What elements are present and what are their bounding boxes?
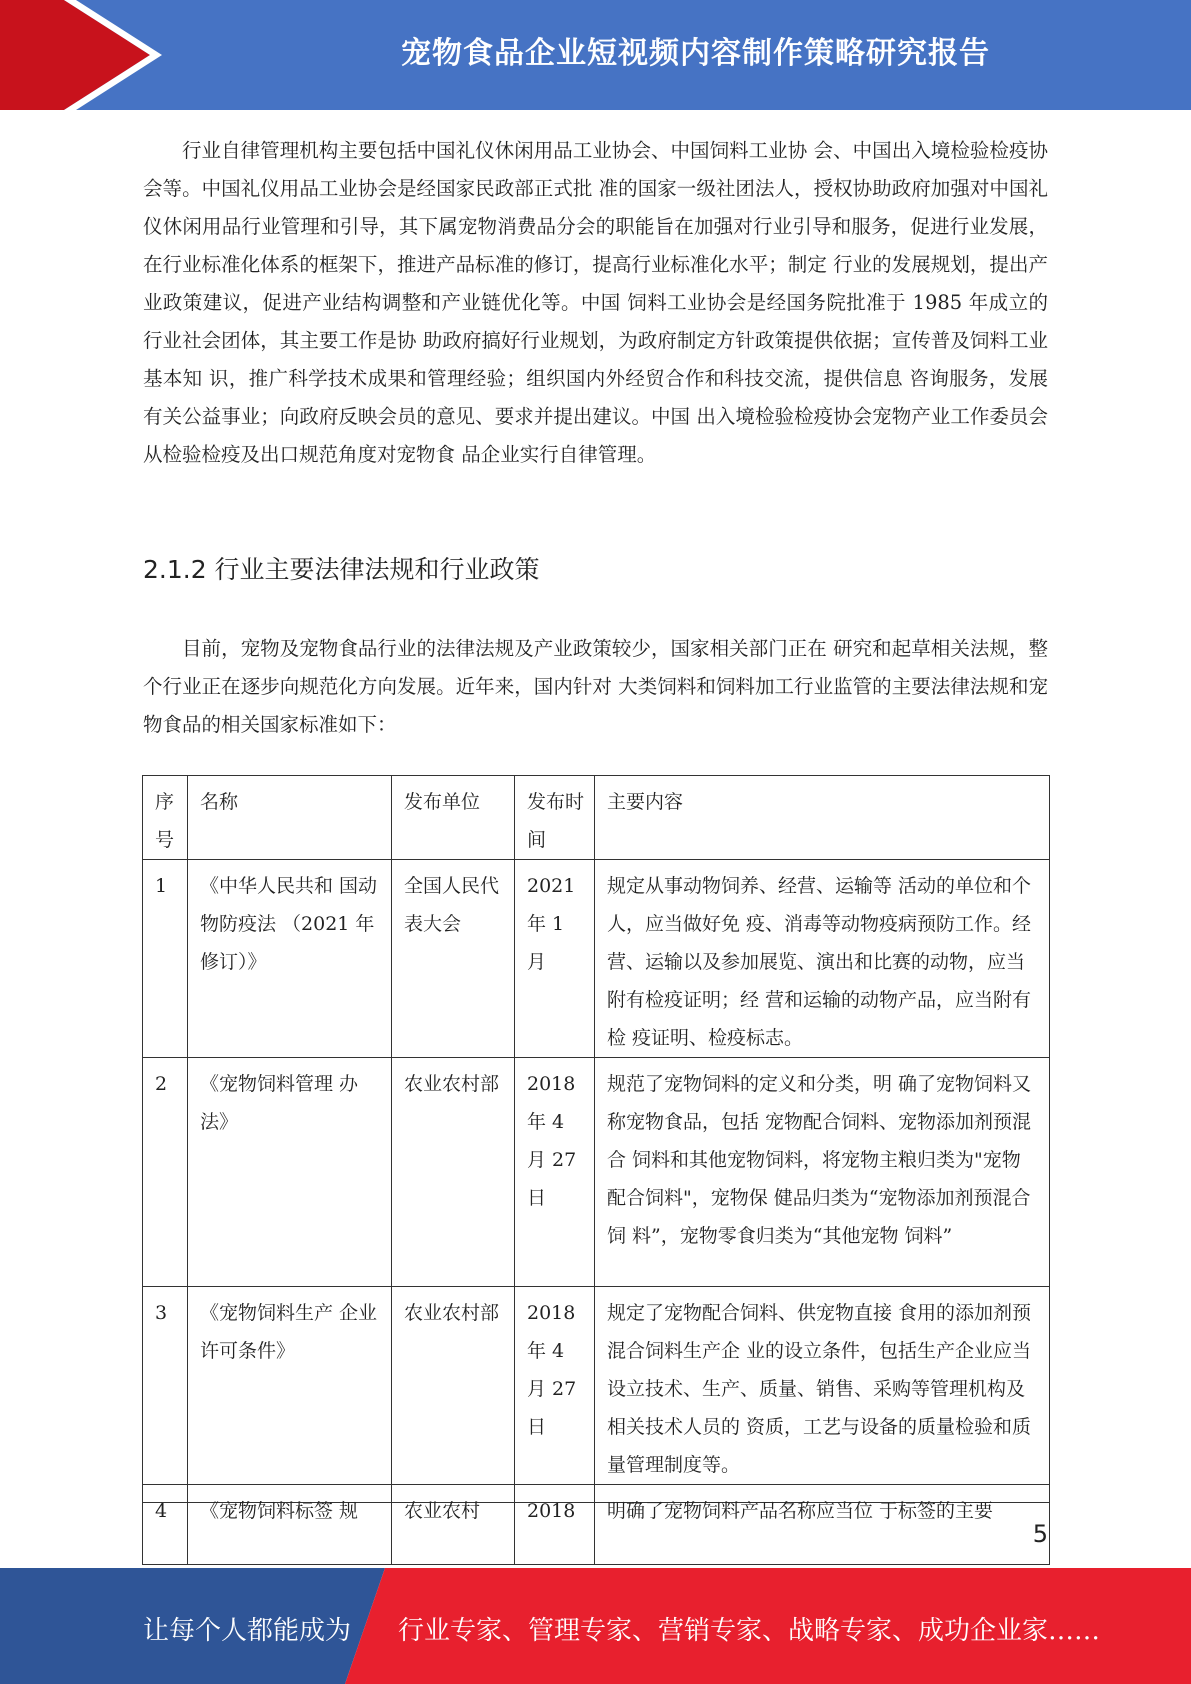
cell-no: 1 xyxy=(143,860,188,1058)
table-row xyxy=(143,860,1050,1058)
regulations-table-wrapper xyxy=(142,775,1049,1522)
report-title: 宠物食品企业短视频内容制作策略研究报告 xyxy=(401,36,990,71)
cell-content: 明确了宠物饲料产品名称应当位 于标签的主要 xyxy=(595,1485,1050,1565)
cell-date: 2018 年 4 月 27 日 xyxy=(515,1287,595,1485)
header-cell-name: 名称 xyxy=(188,776,392,860)
header-cell-date: 发布时间 xyxy=(515,776,595,860)
header-band xyxy=(0,0,1191,110)
footer-slogan-left: 让每个人都能成为 xyxy=(143,1616,352,1646)
cell-date: 2021 年 1 月 xyxy=(515,860,595,1058)
table-row xyxy=(143,1485,1050,1565)
header-cell-content: 主要内容 xyxy=(595,776,1050,860)
paragraph-laws-intro: 目前，宠物及宠物食品行业的法律法规及产业政策较少，国家相关部门正在 研究和起草相关法规，整个行业正在逐步向规范化方向发展。近年来，国内针对 大类饲料和饲料加工行业监管的主要法律法规和宠物食品的相关国家标准如下： xyxy=(143,637,1048,736)
regulations-table xyxy=(142,775,1050,1565)
cell-name: 《宠物饲料标签 规 xyxy=(188,1485,392,1565)
cell-issuer: 农业农村部 xyxy=(392,1058,515,1287)
cell-content: 规范了宠物饲料的定义和分类，明 确了宠物饲料又称宠物食品，包括 宠物配合饲料、宠物添加剂预混合 饲料和其他宠物饲料，将宠物主粮归类为"宠物配合饲料"，宠物保 健品归类为“宠物添加剂预混合饲 料”，宠物零食归类为“其他宠物 饲料” xyxy=(595,1058,1050,1287)
cell-name: 《宠物饲料生产 企业许可条件》 xyxy=(188,1287,392,1485)
table-header-row xyxy=(143,776,1050,860)
page-number: 5 xyxy=(1032,1520,1048,1548)
footer-slogan-right: 行业专家、管理专家、营销专家、战略专家、成功企业家…… xyxy=(398,1616,1101,1646)
cell-issuer: 农业农村 xyxy=(392,1485,515,1565)
cell-issuer: 全国人民代 表大会 xyxy=(392,860,515,1058)
cell-no: 3 xyxy=(143,1287,188,1485)
footer-band xyxy=(0,1568,1191,1684)
cell-content: 规定了宠物配合饲料、供宠物直接 食用的添加剂预混合饲料生产企 业的设立条件，包括生产企业应当 设立技术、生产、质量、销售、采购等管理机构及相关技术人员的 资质，工艺与设备的质量检验和质 量管理制度等。 xyxy=(595,1287,1050,1485)
table-row xyxy=(143,1058,1050,1287)
cell-name: 《宠物饲料管理 办法》 xyxy=(188,1058,392,1287)
header-cell-issuer: 发布单位 xyxy=(392,776,515,860)
table-row xyxy=(143,1287,1050,1485)
paragraph-self-regulation: 行业自律管理机构主要包括中国礼仪休闲用品工业协会、中国饲料工业协 会、中国出入境检验检疫协会等。中国礼仪用品工业协会是经国家民政部正式批 准的国家一级社团法人，授权协助政府加强对中国礼仪休闲用品行业管理和引导，其下属宠物消费品分会的职能旨在加强对行业引导和服务，促进行业发展， 在行业标准化体系的框架下，推进产品标准的修订，提高行业标准化水平；制定 行业的发展规划，提出产业政策建议，促进产业结构调整和产业链优化等。中国 饲料工业协会是经国务院批准于 1985 年成立的行业社会团体，其主要工作是协 助政府搞好行业规划，为政府制定方针政策提供依据；宣传普及饲料工业基本知 识，推广科学技术成果和管理经验；组织国内外经贸合作和科技交流，提供信息 咨询服务，发展有关公益事业；向政府反映会员的意见、要求并提出建议。中国 出入境检验检疫协会宠物产业工作委员会从检验检疫及出口规范角度对宠物食 品企业实行自律管理。 xyxy=(143,139,1048,466)
section-heading: 2.1.2 行业主要法律法规和行业政策 xyxy=(143,555,540,584)
cell-no: 4 xyxy=(143,1485,188,1565)
cell-issuer: 农业农村部 xyxy=(392,1287,515,1485)
cell-date: 2018 xyxy=(515,1485,595,1565)
header-cell-no: 序号 xyxy=(143,776,188,860)
cell-name: 《中华人民共和 国动物防疫法 （2021 年修订）》 xyxy=(188,860,392,1058)
cell-content: 规定从事动物饲养、经营、运输等 活动的单位和个人，应当做好免 疫、消毒等动物疫病预防工作。经 营、运输以及参加展览、演出和比赛的动物，应当附有检疫证明；经 营和运输的动物产品，应当附有检 疫证明、检疫标志。 xyxy=(595,860,1050,1058)
body-text xyxy=(143,132,1048,474)
cell-no: 2 xyxy=(143,1058,188,1287)
cell-date: 2018 年 4 月 27 日 xyxy=(515,1058,595,1287)
body-text-2 xyxy=(143,630,1048,744)
